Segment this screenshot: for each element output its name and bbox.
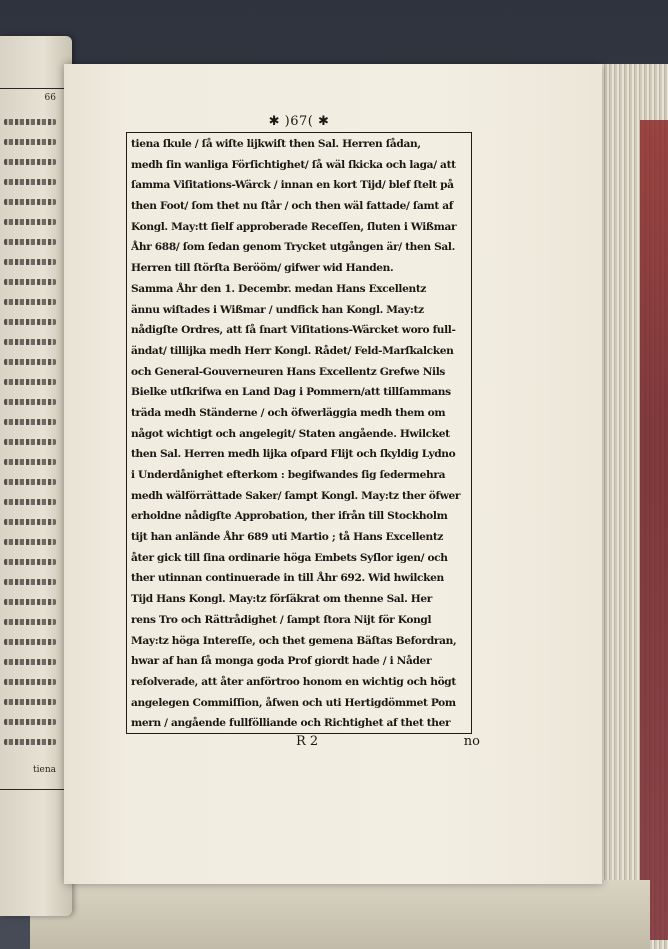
text-line: Bielke utſkrifwa en Land Dag i Pommern/att tillſammans: [131, 386, 451, 399]
signature-mark: R 2: [296, 734, 319, 749]
catchword: no: [463, 734, 480, 749]
book-bottom-edge: [30, 880, 650, 949]
page-header: ✱ )67( ✱: [268, 114, 330, 129]
body-text: [131, 134, 469, 732]
text-line: åter gick till ſina ordinarie höga Embets Syſlor igen/ och: [131, 551, 448, 564]
text-line: reſolverade, att åter anförtroo honom en wichtig och högt: [131, 675, 456, 688]
left-page-number: 66: [44, 93, 56, 103]
left-page-fragment: [0, 36, 72, 916]
text-line: i Underdånighet efterkom : begifwandes ſig ſedermehra: [131, 469, 446, 481]
text-line: Samma Åhr den 1. Decembr. medan Hans Excellentz: [131, 282, 427, 295]
text-line: Åhr 688/ ſom ſedan genom Trycket utgången är/ then Sal.: [131, 241, 455, 254]
text-line: medh ſin wanliga Förſichtighet/ ſå wäl ſkicka och laga/ att: [131, 158, 456, 171]
text-line: nådigſte Ordres, att ſå ſnart Viſitations-Wärcket woro full-: [131, 324, 456, 337]
text-line: ther utinnan continuerade in till Åhr 692. Wid hwilcken: [131, 572, 444, 585]
text-line: något wichtigt och angelegit/ Staten angående. Hwilcket: [131, 427, 450, 440]
text-line: Herren till ſtörſta Berööm/ gifwer wid Handen.: [131, 262, 394, 275]
text-line: medh wälförrättade Saker/ ſampt Kongl. May:tz ther öfwer: [131, 489, 461, 502]
left-page-last-word: tiena: [33, 765, 56, 775]
text-line: Tijd Hans Kongl. May:tz förſäkrat om thenne Sal. Her: [131, 593, 433, 606]
text-line: och General-Gouverneuren Hans Excellentz Grefwe Nils: [131, 365, 446, 378]
red-ribbon-edge: [640, 120, 668, 940]
text-line: then Foot/ ſom thet nu ſtår / och then wäl fattade/ ſamt af: [131, 200, 454, 213]
text-line: May:tz höga Intereſſe, och thet gemena Bäſtas Befordran,: [131, 634, 457, 647]
left-page-text-frame: [0, 88, 65, 790]
text-line: erholdne nådigſte Approbation, ther ifrån till Stockholm: [131, 510, 448, 523]
text-line: hwar af han ſå monga goda Prof giordt hade / i Nåder: [131, 655, 432, 668]
text-line: ſamma Viſitations-Wärck / innan en kort Tijd/ blef ſtelt på: [131, 179, 454, 192]
text-line: ännu wiſtades i Wißmar / undfick han Kongl. May:tz: [131, 303, 424, 316]
text-line: then Sal. Herren medh lijka oſpard Flijt och ſkyldig Lydno: [131, 448, 456, 461]
text-line: rens Tro och Rättrådighet / ſampt ſtora Nijt för Kongl: [131, 613, 432, 626]
text-line: angelegen Commiſſion, åfwen och uti Hertigdömmet Pom: [131, 696, 456, 709]
text-line: Kongl. May:tt ſielf approberade Receſſen, ſluten i Wißmar: [131, 220, 457, 233]
text-line: träda medh Ständerne / och öfwerläggia medh them om: [131, 406, 446, 419]
text-line: mern / angående fullfölliande och Richtighet af thet ther: [131, 717, 451, 730]
text-line: tiena ſkule / ſå wiſte lijkwiſt then Sal. Herren ſådan,: [131, 138, 421, 150]
page-footer: [126, 734, 480, 754]
text-line: tijt han anlände Åhr 689 uti Martio ; tå Hans Excellentz: [131, 531, 444, 544]
text-line: ändat/ tillijka medh Herr Kongl. Rådet/ Feld-Marſkalcken: [131, 344, 454, 357]
